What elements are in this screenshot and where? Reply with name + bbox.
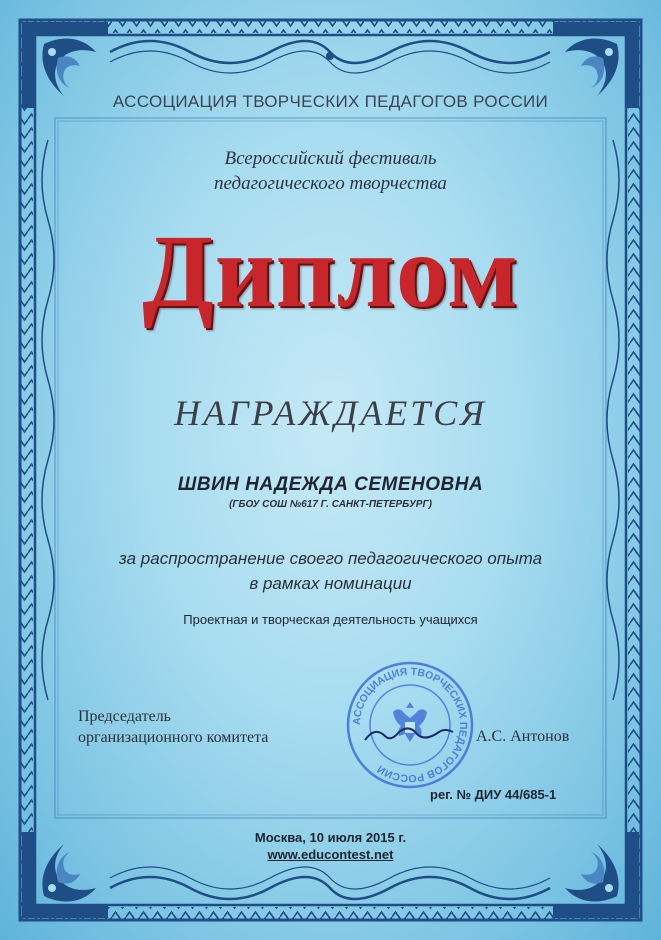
reason-line-2: в рамках номинации [249,574,412,593]
official-stamp [345,660,475,790]
festival-line-2: педагогического творчества [214,173,447,194]
bottom-ornament [110,867,550,899]
reason-line-1: за распространение своего педагогического опыта [118,549,543,568]
diploma-title: Диплом [142,214,519,329]
signatory-name: А.С. Антонов [476,728,570,745]
award-reason [0,546,661,596]
festival-line-1: Всероссийский фестиваль [224,148,437,169]
place-and-date: Москва, 10 июля 2015 г. [254,830,407,845]
top-ornament [110,41,550,73]
nomination-title: Проектная и творческая деятельность учащихся [183,612,478,627]
registration-number: рег. № ДИУ 44/685-1 [430,787,557,802]
stamp-ring-text: АССОЦИАЦИЯ ТВОРЧЕСКИХ ПЕДАГОГОВ РОССИИ [350,665,470,785]
awarded-heading: НАГРАЖДАЕТСЯ [174,393,487,433]
festival-name [0,146,661,196]
recipient-name: ШВИН НАДЕЖДА СЕМЕНОВНА [177,474,484,495]
association-heading: АССОЦИАЦИЯ ТВОРЧЕСКИХ ПЕДАГОГОВ РОССИИ [112,92,549,111]
website-link[interactable]: www.educontest.net [267,847,394,862]
signatory-role-line-1: Председатель [78,708,171,725]
recipient-school: (ГБОУ СОШ №617 Г. САНКТ-ПЕТЕРБУРГ) [229,499,432,510]
signatory-role-line-2: организационного комитета [78,729,269,746]
signatory-role [78,706,268,748]
